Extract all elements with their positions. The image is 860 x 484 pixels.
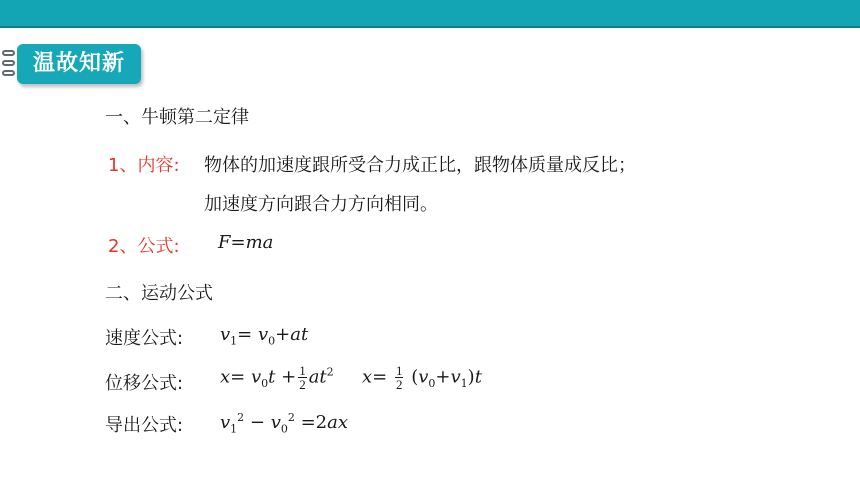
derived-label: 导出公式: <box>105 415 184 436</box>
fraction-half: $\frac{1}{2}$ <box>395 363 403 392</box>
content-line-2: 加速度方向跟合力方向相同。 <box>204 194 438 215</box>
displacement-formula-1: $x= v_0t$ + $\frac{1}{2}$ $at^2$ <box>220 363 334 392</box>
top-banner <box>0 0 860 26</box>
formula-label: 2、公式: <box>108 236 180 257</box>
velocity-label: 速度公式: <box>105 328 184 349</box>
section1-title: 一、牛顿第二定律 <box>105 107 249 128</box>
binder-rings-icon <box>0 50 16 76</box>
section2-title: 二、运动公式 <box>105 283 213 304</box>
top-banner-divider <box>0 26 860 28</box>
content-line-1: 物体的加速度跟所受合力成正比，跟物体质量成反比； <box>204 155 636 176</box>
newton-formula: F=ma <box>218 232 274 253</box>
derived-formula: $v_1^2 - v_0^2 =2ax$ <box>220 411 349 436</box>
displacement-label: 位移公式: <box>105 373 184 394</box>
fraction-half: $\frac{1}{2}$ <box>299 363 306 392</box>
content-label: 1、内容: <box>108 155 180 176</box>
section-badge: 温故知新 <box>17 44 141 84</box>
velocity-formula: $v_1= v_0+at$ <box>220 324 309 348</box>
displacement-formula-2: x= $\frac{1}{2}$ $(v_0+v_1)t$ <box>362 363 482 392</box>
